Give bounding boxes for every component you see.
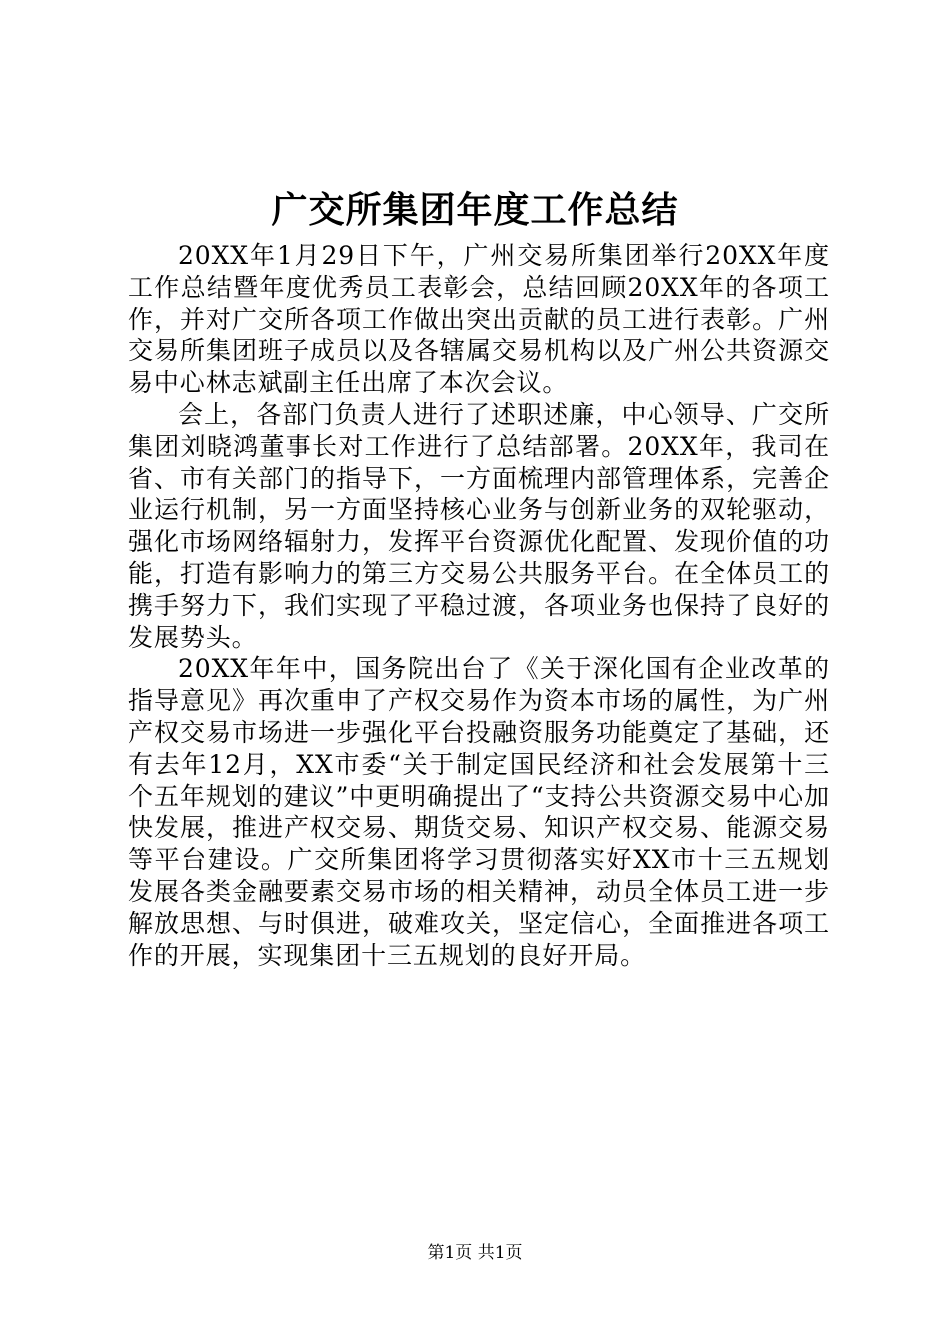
paragraph-3: 20XX年年中，国务院出台了《关于深化国有企业改革的指导意见》再次重申了产权交易作为资本市场的属性，为广州产权交易市场进一步强化平台投融资服务功能奠定了基础，还有去年12月，XX市委“关于制定国民经济和社会发展第十三个五年规划的建议”中更明确提出了“支持公共资源交易中心加快发展，推进产权交易、期货交易、知识产权交易、能源交易等平台建设。广交所集团将学习贯彻落实好XX市十三五规划发展各类金融要素交易市场的相关精神，动员全体员工进一步解放思想、与时俱进，破难攻关，坚定信心，全面推进各项工作的开展，实现集团十三五规划的良好开局。 <box>128 654 830 970</box>
document-body <box>128 240 830 971</box>
paragraph-1: 20XX年1月29日下午，广州交易所集团举行20XX年度工作总结暨年度优秀员工表彰会，总结回顾20XX年的各项工作，并对广交所各项工作做出突出贡献的员工进行表彰。广州交易所集团班子成员以及各辖属交易机构以及广州公共资源交易中心林志斌副主任出席了本次会议。 <box>128 241 830 398</box>
page-footer <box>0 1241 950 1265</box>
document-title: 广交所集团年度工作总结 <box>271 189 679 231</box>
paragraph-2: 会上，各部门负责人进行了述职述廉，中心领导、广交所集团刘晓鸿董事长对工作进行了总结部署。20XX年，我司在省、市有关部门的指导下，一方面梳理内部管理体系，完善企业运行机制，另一方面坚持核心业务与创新业务的双轮驱动，强化市场网络辐射力，发挥平台资源优化配置、发现价值的功能，打造有影响力的第三方交易公共服务平台。在全体员工的携手努力下，我们实现了平稳过渡，各项业务也保持了良好的发展势头。 <box>128 399 830 652</box>
page-number: 第1页 共1页 <box>427 1243 523 1263</box>
